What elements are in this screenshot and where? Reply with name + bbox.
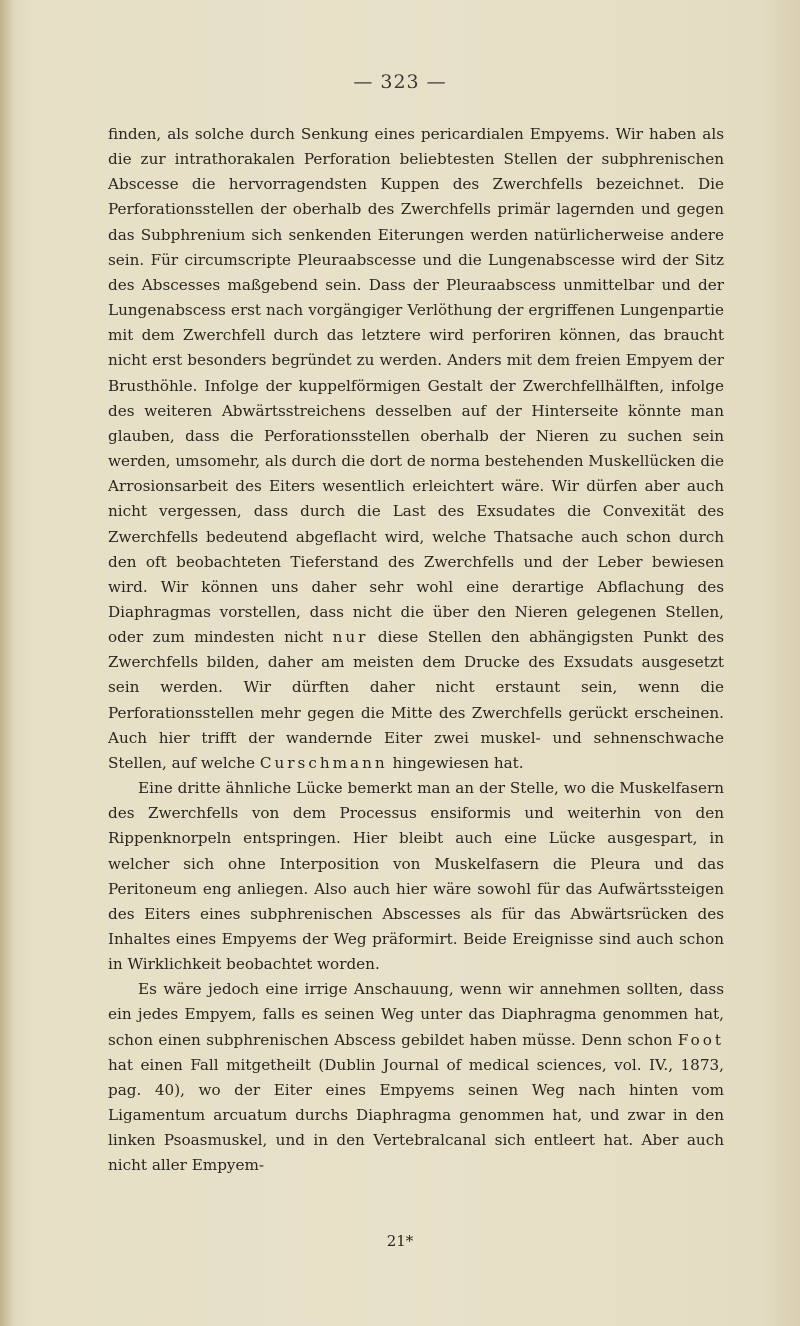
body-text xyxy=(108,122,724,1179)
paragraph-1 xyxy=(108,122,724,776)
page-number: — 323 — xyxy=(353,71,447,93)
author-name-curschmann: Curschmann xyxy=(259,753,388,772)
paragraph-3-end: hat einen Fall mitgetheilt (Dublin Journal of medical sciences, vol. IV., 1873, pag. 40), wo der Eiter eines Empyems seinen Weg nach hinten vom Ligamentum arcuatum durchs Diaphragma genommen hat, und zwar in den linken Psoasmuskel, und in den Vertebralcanal sich entleert hat. Aber auch nicht aller Empyem- xyxy=(108,1055,724,1175)
paragraph-1-text: finden, als solche durch Senkung eines pericardialen Empyems. Wir haben als die zur intrathorakalen Perforation beliebtesten Stellen der subphrenischen Abscesse die hervorragendsten Kuppen des Zwerchfells bezeichnet. Die Perforationsstellen der oberhalb des Zwerchfells primär lagernden und gegen das Subphrenium sich senkenden Eiterungen werden natürlicherweise andere sein. Für circumscripte Pleuraabscesse und die Lungenabscesse wird der Sitz des Abscesses maßgebend sein. Dass der Pleuraabscess unmittelbar und der Lungenabscess erst nach vorgängiger Verlöthung der ergriffenen Lungenpartie mit dem Zwerchfell durch das letztere wird perforiren können, das braucht nicht erst besonders begründet zu werden. Anders mit dem freien Empyem der Brusthöhle. Infolge der kuppelförmigen Gestalt der Zwerchfellhälften, infolge des weiteren Abwärtsstreichens desselben auf der Hinterseite könnte man glauben, dass die Perforationsstellen oberhalb der Nieren zu suchen sein werden, umsomehr, als durch die dort de norma bestehenden Muskellücken die Arrosionsarbeit des Eiters wesentlich erleichtert wäre. Wir dürfen aber auch nicht vergessen, dass durch die Last des Exsudates die Convexität des Zwerchfells bedeutend abgeflacht wird, welche Thatsache auch schon durch den oft beobachteten Tieferstand des Zwerchfells und der Leber bewiesen wird. Wir können uns daher sehr wohl eine derartige Abflachung des Diaphragmas vorstellen, dass nicht die über den Nieren gelegenen Stellen, oder zum mindesten nicht xyxy=(108,125,724,647)
page-gutter-shadow xyxy=(0,0,14,1326)
emphasis-nur: nur xyxy=(332,628,369,647)
paragraph-3-text: Es wäre jedoch eine irrige Anschauung, wenn wir annehmen sollten, dass ein jedes Empyem, falls es seinen Weg unter das Diaphragma genommen hat, schon einen subphrenischen Abscess gebildet haben müsse. Denn schon xyxy=(108,980,724,1049)
paragraph-2: Eine dritte ähnliche Lücke bemerkt man an der Stelle, wo die Muskelfasern des Zwerchfells von dem Processus ensiformis und weiterhin von den Rippenknorpeln entspringen. Hier bleibt auch eine Lücke ausgespart, in welcher sich ohne Interposition von Muskelfasern die Pleura und das Peritoneum eng anliegen. Also auch hier wäre sowohl für das Aufwärtssteigen des Eiters eines subphrenischen Abscesses als für das Abwärtsrücken des Inhaltes eines Empyems der Weg präformirt. Beide Ereignisse sind auch schon in Wirklichkeit beobachtet worden. xyxy=(108,779,724,974)
signature-mark: 21* xyxy=(386,1232,414,1250)
author-name-foot: Foot xyxy=(677,1030,724,1049)
paragraph-1-continued: diese Stellen den abhängigsten Punkt des Zwerchfells bilden, daher am meisten dem Drucke des Exsudats ausgesetzt sein werden. Wir dürften daher nicht erstaunt sein, wenn die Perforationsstellen mehr gegen die Mitte des Zwerchfells gerückt erscheinen. Auch hier trifft der wandernde Eiter zwei muskel- und sehnenschwache Stellen, auf welche xyxy=(108,628,724,772)
paragraph-3 xyxy=(108,977,724,1178)
paragraph-1-end: hingewiesen hat. xyxy=(392,753,524,772)
